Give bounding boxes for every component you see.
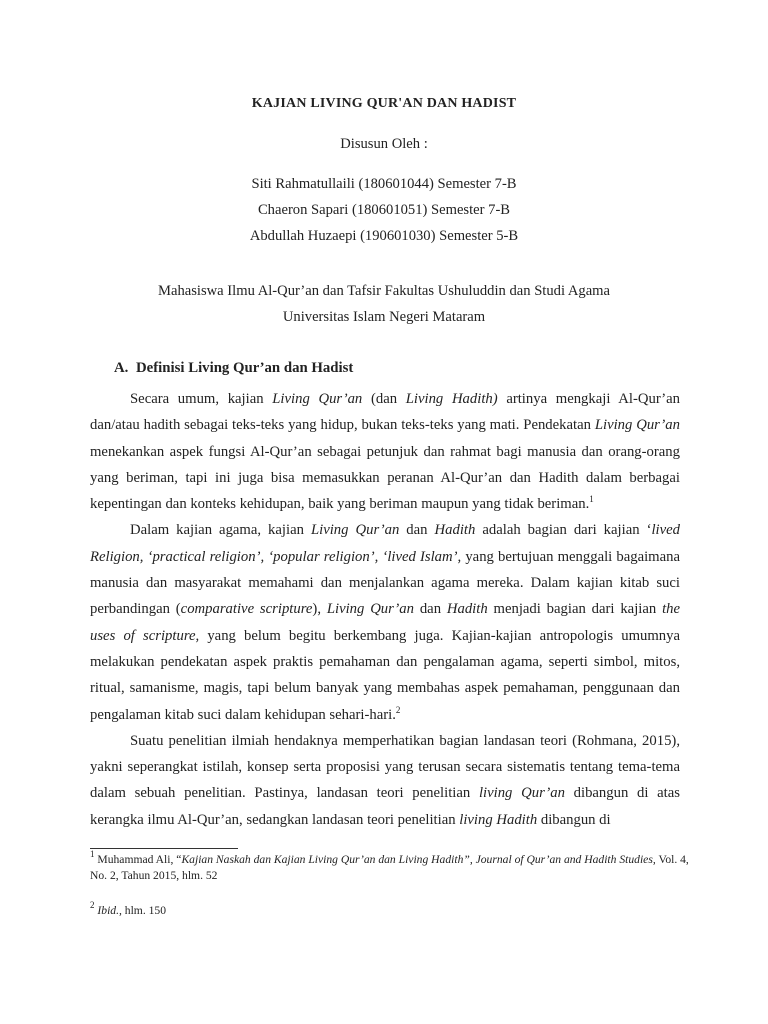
section-heading [114, 360, 353, 377]
byline: Disusun Oleh : [340, 136, 428, 152]
section-number: A. [114, 360, 129, 376]
affiliation-line-2: Universitas Islam Negeri Mataram [282, 309, 486, 325]
author-line-1: Siti Rahmatullaili (180601044) Semester 7-B [251, 176, 517, 192]
footnote-1: $^1$ Muhammad Ali, “Kajian Naskah dan Kajian Living Qur’an dan Living Hadith”, Journal of Qur’an and Hadith Studies, Vol. 4, No. 2, Tahun 2015, hlm. 52 [90, 849, 689, 882]
footnote-2: $^2$ Ibid., hlm. 150 [90, 900, 167, 917]
footnote-ref-1[interactable]: 1 [589, 494, 594, 505]
footnote-divider [90, 848, 238, 849]
paragraph-3: Suatu penelitian ilmiah hendaknya memperhatikan bagian landasan teori (Rohmana, 2015), yakni seperangkat istilah, konsep serta proposisi yang terusan secara sistematis tentang tema-tema dalam sebuah penelitian. Pastinya, landasan teori penelitian living Qur’an dibangun di atas kerangka ilmu Al-Qur’an, sedangkan landasan teori penelitian living Hadith dibangun di [90, 732, 680, 828]
author-line-3: Abdullah Huzaepi (190601030) Semester 5-B [249, 228, 519, 244]
paragraph-2: Dalam kajian agama, kajian Living Qur’an dan Hadith adalah bagian dari kajian ‘lived Religion, ‘practical religion’, ‘popular religion’, ‘lived Islam’, yang bertujuan menggali bagaimana manusia dan masyarakat memahami dan menjalankan agama mereka. Dalam kajian kitab suci perbandingan (comparative scripture), Living Qur’an dan Hadith menjadi bagian dari kajian the uses of scripture, yang belum begitu berkembang juga. Kajian-kajian antropologis umumnya melakukan pendekatan aspek praktis pemahaman dan pengalaman agama, seperti simbol, mitos, ritual, samanisme, magis, tapi belum banyak yang membahas aspek pemahaman, penggunaan dan pengalaman kitab suci dalam kehidupan sehari-hari.$^2$ [90, 522, 681, 723]
affiliation-line-1: Mahasiswa Ilmu Al-Qur’an dan Tafsir Fakultas Ushuluddin dan Studi Agama [158, 283, 610, 299]
paragraph-1: Secara umum, kajian Living Qur’an (dan Living Hadith) artinya mengkaji Al-Qur’an dan/atau hadith sebagai teks-teks yang hidup, bukan teks-teks yang mati. Pendekatan Living Qur’an menekankan aspek fungsi Al-Qur’an sebagai petunjuk dan rahmat bagi manusia dan orang-orang yang beriman, tapi ini juga bisa memasukkan peranan Al-Qur’an dan Hadith dalam berbagai kepentingan dan konteks kehidupan, baik yang beriman maupun yang tidak beriman.$^1$ [90, 391, 681, 513]
body-text [90, 386, 680, 833]
document-title: KAJIAN LIVING QUR'AN DAN HADIST [251, 96, 517, 111]
section-heading-text: Definisi Living Qur’an dan Hadist [136, 360, 354, 376]
author-line-2: Chaeron Sapari (180601051) Semester 7-B [257, 202, 511, 218]
footnote-ref-2[interactable]: 2 [395, 704, 401, 715]
